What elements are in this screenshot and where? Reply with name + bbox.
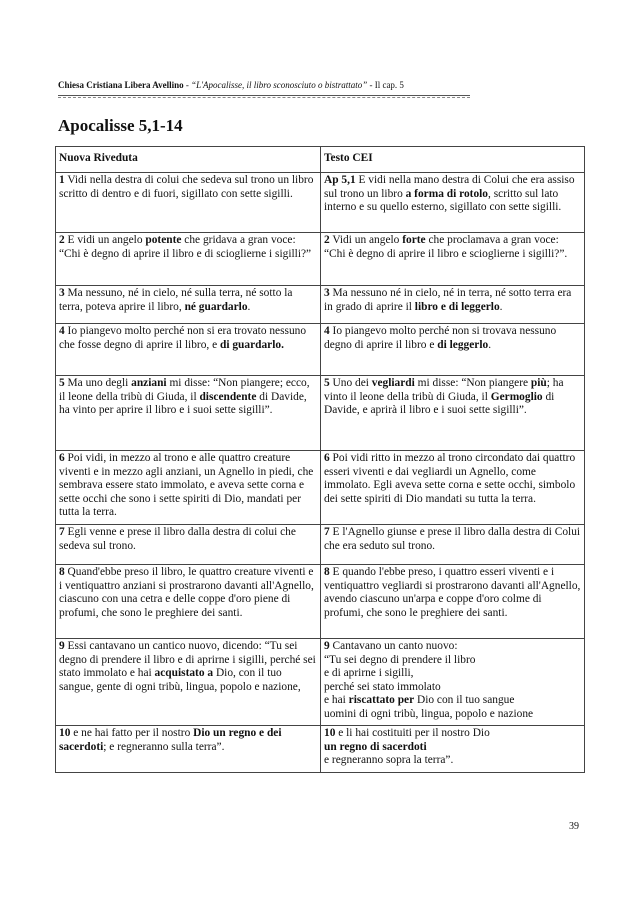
verse-text: che proclamava a gran voce: “Chi è degno di aprire il libro e scioglierne i sigilli?”. [324, 234, 568, 260]
verse-text: Io piangevo molto perché non si era trovato nessuno che fosse degno di aprire il libro, e [59, 325, 307, 351]
verse-text: e hai [324, 694, 349, 707]
verse-text: Vidi un angelo [329, 234, 403, 246]
running-header [58, 80, 404, 90]
verse-cell-nuova-riveduta [56, 286, 321, 324]
bold-text: né guardarlo [184, 300, 248, 313]
bold-text: più [530, 377, 547, 389]
verse-cell-testo-cei [321, 324, 585, 376]
verse-text: . [247, 300, 251, 313]
bold-text: di leggerlo [437, 338, 489, 351]
bold-text: di guardarlo. [220, 338, 284, 351]
header-rule-dashed [58, 97, 470, 98]
bold-text: riscattato per [348, 694, 415, 707]
bold-text: 1 [59, 174, 65, 186]
verse-text: Ma uno degli [64, 377, 132, 389]
verse-text: Dio, con il tuo sangue, gente di ogni tribù, lingua, popolo e nazione, [59, 667, 301, 693]
bold-text: 4 [59, 325, 65, 337]
verse-cell-nuova-riveduta [56, 565, 321, 639]
verse-text: Egli venne e prese il libro dalla destra di colui che sedeva sul trono. [59, 526, 296, 552]
column-header-testo-cei: Testo CEI [321, 147, 585, 173]
verse-text: che gridava a gran voce: “Chi è degno di aprire il libro e di scioglierne i sigilli?” [59, 234, 312, 260]
bold-text: 6 [324, 452, 330, 464]
verse-text: ; e regneranno sulla terra”. [103, 740, 225, 753]
verse-text: mi disse: “Non piangere; ecco, il leone della tribù di Giuda, il [59, 377, 310, 403]
verse-cell-testo-cei [321, 286, 585, 324]
verse-text: E l'Agnello giunse e prese il libro dalla destra di Colui che era seduto sul trono. [324, 526, 581, 552]
verse-text: Cantavano un canto nuovo: [329, 640, 458, 652]
verse-cell-testo-cei [321, 726, 585, 773]
verse-cell-nuova-riveduta [56, 639, 321, 726]
verse-cell-testo-cei [321, 233, 585, 286]
header-title: “L'Apocalisse, il libro sconosciuto o bistrattato” [191, 80, 368, 90]
verse-cell-testo-cei [321, 525, 585, 565]
column-header-nuova-riveduta: Nuova Riveduta [56, 147, 321, 173]
bold-text: 5 [324, 377, 330, 389]
bold-text: 10 [324, 727, 336, 739]
table-row [56, 286, 585, 324]
bold-text: acquistato a [154, 667, 214, 680]
bold-text: anziani [131, 377, 167, 389]
bold-text: vegliardi [371, 377, 415, 389]
verse-text: E vidi nella mano destra di Colui che era assiso sul trono un libro [324, 174, 575, 200]
bold-text: 9 [324, 640, 330, 652]
table-row [56, 376, 585, 451]
header-rule [58, 95, 470, 96]
bold-text: Dio un regno e dei sacerdoti [59, 727, 282, 753]
table-row [56, 451, 585, 525]
verse-text: Poi vidi, in mezzo al trono e alle quattro creature viventi e in mezzo agli anziani, un Agnello in piedi, che sembrava essere stato immolato, e aveva sette corna e sette occhi che sono i sette spiriti di Dio, mandati per tutta la terra. [59, 452, 314, 519]
verse-text: uomini di ogni tribù, lingua, popolo e nazione [324, 707, 534, 720]
table-header-row [56, 147, 585, 173]
verse-cell-nuova-riveduta [56, 173, 321, 233]
verse-cell-testo-cei [321, 376, 585, 451]
verse-text: di Davide, e aprirà il libro e i suoi sette sigilli”. [324, 390, 555, 417]
verse-cell-nuova-riveduta [56, 376, 321, 451]
bold-text: 7 [324, 526, 330, 538]
verse-cell-testo-cei [321, 565, 585, 639]
verse-cell-testo-cei [321, 451, 585, 525]
verse-text: e regneranno sopra la terra”. [324, 754, 454, 767]
header-chapter: - Il cap. 5 [367, 80, 404, 90]
verse-text: . [488, 338, 492, 351]
bold-text: 6 [59, 452, 65, 464]
bold-text: 2 [324, 234, 330, 246]
verse-text: E vidi un angelo [64, 234, 146, 246]
header-separator: - [183, 80, 192, 90]
verse-text: Vidi nella destra di colui che sedeva sul trono un libro scritto di dentro e di fuori, sigillato con sette sigilli. [59, 174, 314, 200]
verse-text: e di aprirne i sigilli, [324, 667, 414, 680]
bold-text: 2 [59, 234, 65, 246]
bold-text: un regno di sacerdoti [324, 740, 427, 753]
verse-cell-nuova-riveduta [56, 233, 321, 286]
header-org: Chiesa Cristiana Libera Avellino [58, 80, 184, 90]
verse-cell-nuova-riveduta [56, 726, 321, 773]
verse-text: Dio con il tuo sangue [414, 694, 515, 707]
comparison-table [55, 146, 585, 773]
verse-cell-nuova-riveduta [56, 525, 321, 565]
verse-text: Ma nessuno, né in cielo, né sulla terra, né sotto la terra, poteva aprire il libro, [59, 287, 293, 313]
table-row [56, 726, 585, 773]
page-title: Apocalisse 5,1-14 [58, 116, 183, 135]
verse-text: e li hai costituiti per il nostro Dio [335, 727, 490, 739]
bold-text: 7 [59, 526, 65, 538]
table-row [56, 233, 585, 286]
verse-cell-nuova-riveduta [56, 451, 321, 525]
verse-text: e ne hai fatto per il nostro [70, 727, 194, 739]
bold-text: 8 [324, 566, 330, 578]
bold-text: 8 [59, 566, 65, 578]
table-row [56, 639, 585, 726]
bold-text: 3 [324, 287, 330, 299]
verse-text: , scritto sul lato interno e su quello esterno, sigillato con sette sigilli. [324, 187, 562, 214]
verse-cell-nuova-riveduta [56, 324, 321, 376]
bold-text: 4 [324, 325, 330, 337]
verse-text: ; ha vinto il leone della tribù di Giuda, il [324, 377, 564, 403]
bold-text: forte [402, 234, 426, 246]
verse-text: “Tu sei degno di prendere il libro [324, 653, 476, 666]
bold-text: potente [145, 234, 182, 246]
verse-text: mi disse: “Non piangere [414, 377, 531, 389]
verse-text: perché sei stato immolato [324, 680, 441, 693]
bold-text: a forma di rotolo [405, 187, 489, 200]
bold-text: 10 [59, 727, 71, 739]
page-number: 39 [569, 821, 579, 832]
bold-text: 5 [59, 377, 65, 389]
verse-cell-testo-cei [321, 639, 585, 726]
table-row [56, 173, 585, 233]
bold-text: 9 [59, 640, 65, 652]
bold-text: 3 [59, 287, 65, 299]
verse-text: Poi vidi ritto in mezzo al trono circondato dai quattro esseri viventi e dai vegliardi un Agnello, come immolato. Egli aveva sette corna e sette occhi, simbolo dei sette spiriti di Dio mandati su tutta la terra. [324, 452, 576, 505]
bold-text: Ap 5,1 [324, 174, 356, 186]
verse-text: E quando l'ebbe preso, i quattro esseri viventi e i ventiquattro vegliardi si prostrarono davanti all'Agnello, avendo ciascuno un'arpa e coppe d'oro colme di profumi, che sono le preghiere dei santi. [324, 566, 581, 619]
bold-text: libro e di leggerlo [414, 300, 500, 313]
table-row [56, 324, 585, 376]
verse-cell-testo-cei [321, 173, 585, 233]
verse-text: Io piangevo molto perché non si trovava nessuno degno di aprire il libro e [324, 325, 557, 351]
verse-text: di Davide, ha vinto per aprire il libro e i suoi sette sigilli”. [59, 390, 307, 417]
verse-text: Essi cantavano un cantico nuovo, dicendo: “Tu sei degno di prendere il libro e di aprirne i sigilli, perché sei stato immolato e hai [59, 640, 316, 680]
table-row [56, 565, 585, 639]
verse-text: . [499, 300, 503, 313]
bold-text: discendente [199, 390, 257, 403]
verse-text: Uno dei [329, 377, 372, 389]
verse-text: Ma nessuno né in cielo, né in terra, né sotto terra era in grado di aprire il [324, 287, 572, 313]
verse-text: Quand'ebbe preso il libro, le quattro creature viventi e i ventiquattro anziani si prostrarono davanti all'Agnello, ciascuno con una cetra e delle coppe d'oro piene di profumi, che sono le preghiere dei santi. [59, 566, 314, 619]
table-row [56, 525, 585, 565]
bold-text: Germoglio [490, 390, 543, 403]
